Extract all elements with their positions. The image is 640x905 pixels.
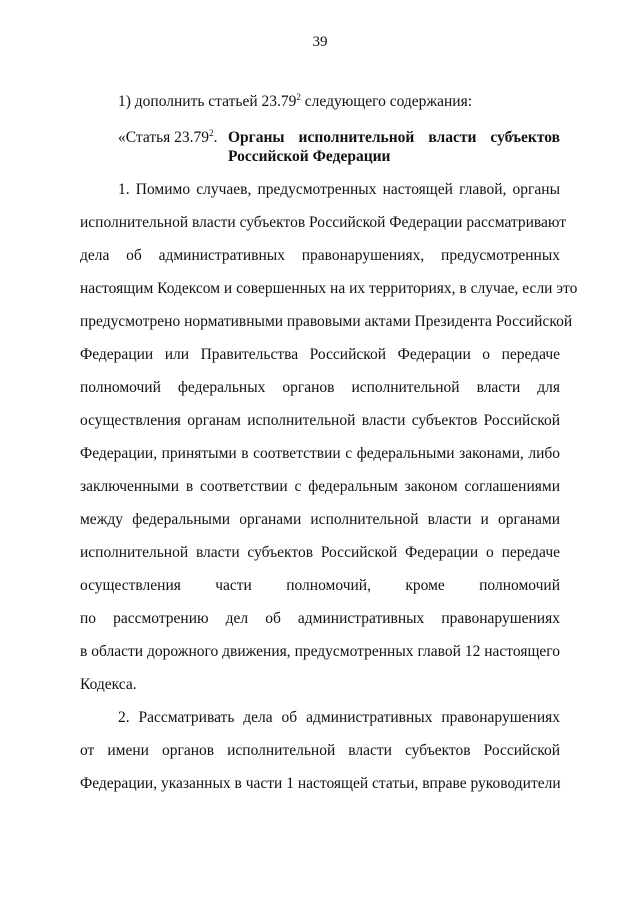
article-title — [228, 128, 560, 166]
intro-text: 1) дополнить статьей 23.79 — [118, 93, 297, 110]
body-line: Кодекса. — [80, 676, 137, 693]
article-title-line-1: Органы исполнительной власти субъектов — [228, 129, 560, 146]
article-title-line-2: Российской Федерации — [228, 148, 391, 165]
page-number: 39 — [312, 34, 328, 50]
intro-superscript: 2 — [296, 92, 301, 102]
article-number — [118, 128, 217, 148]
body-line: 1. Помимо случаев, предусмотренных настоящей главой, органы — [118, 181, 560, 198]
body-line: осуществления части полномочий, кроме полномочий — [80, 577, 560, 594]
body-line: между федеральными органами исполнительной власти и органами — [80, 511, 560, 528]
body-line: осуществления органам исполнительной власти субъектов Российской — [80, 412, 560, 429]
body-line: Федерации или Правительства Российской Федерации о передаче — [80, 346, 560, 363]
body-line: по рассмотрению дел об административных правонарушениях — [80, 610, 560, 627]
article-prefix-text: «Статья 23.79 — [118, 129, 210, 146]
intro-line — [118, 92, 560, 112]
body-line: настоящим Кодексом и совершенных на их территориях, в случае, если это — [80, 280, 578, 297]
body-line: Федерации, указанных в части 1 настоящей статьи, вправе руководители — [80, 775, 561, 792]
article-prefix-superscript: 2 — [209, 128, 214, 138]
body-line: исполнительной власти субъектов Российской Федерации рассматривают — [80, 214, 567, 231]
body-line: в области дорожного движения, предусмотренных главой 12 настоящего — [80, 643, 560, 660]
body-line: исполнительной власти субъектов Российской Федерации о передаче — [80, 544, 560, 561]
intro-rest: следующего содержания: — [300, 93, 473, 110]
body-line: Федерации, принятыми в соответствии с федеральными законами, либо — [80, 445, 560, 462]
body-line: заключенными в соответствии с федеральным законом соглашениями — [80, 478, 560, 495]
article-prefix-dot: . — [213, 129, 218, 146]
body-line: дела об административных правонарушениях, предусмотренных — [80, 247, 560, 264]
body-line: предусмотрено нормативными правовыми актами Президента Российской — [80, 313, 573, 330]
body-line: полномочий федеральных органов исполнительной власти для — [80, 379, 560, 396]
body-line: от имени органов исполнительной власти субъектов Российской — [80, 742, 560, 759]
body-line: 2. Рассматривать дела об административных правонарушениях — [118, 709, 560, 726]
